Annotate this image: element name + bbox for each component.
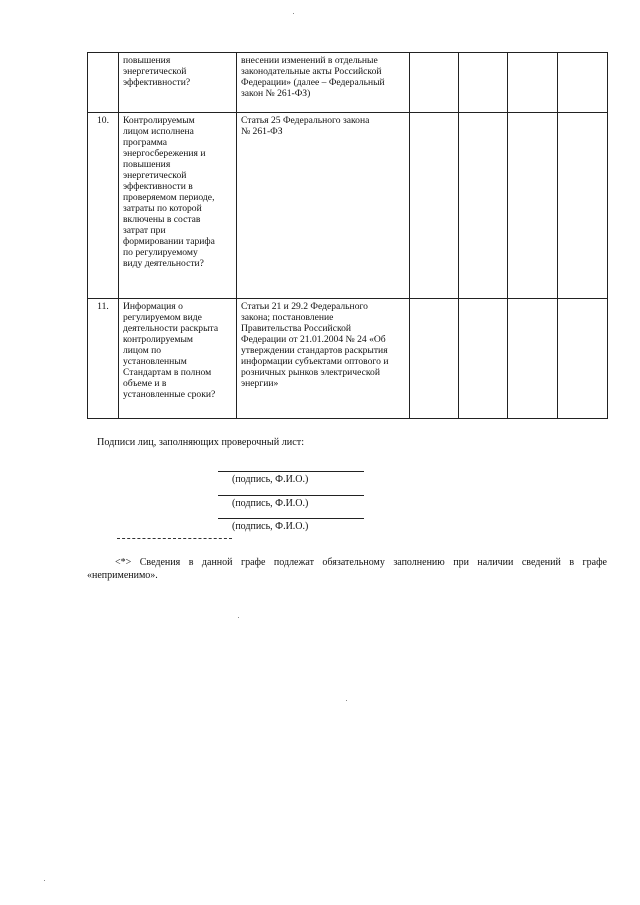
footnote: <*> Сведения в данной графе подлежат обязательному заполнению при наличии сведений в графе «неприменимо». bbox=[87, 557, 607, 581]
question-cell: Контролируемым лицом исполнена программа энергосбережения и повышения энергетической эффективности в проверяемом периоде, затраты по которой включены в состав затрат при формировании тарифа по регулируемому виду деятельности? bbox=[119, 113, 237, 299]
table-row bbox=[88, 53, 608, 113]
scan-speck bbox=[238, 617, 239, 618]
question-cell: повышения энергетической эффективности? bbox=[119, 53, 237, 113]
answer-cell-no[interactable] bbox=[459, 53, 508, 113]
row-number: 10. bbox=[88, 113, 119, 299]
signature-caption: (подпись, Ф.И.О.) bbox=[232, 474, 309, 485]
question-cell: Информация о регулируемом виде деятельности раскрыта контролируемым лицом по установленным Стандартам в полном объеме и в установленные сроки? bbox=[119, 299, 237, 419]
table-row bbox=[88, 113, 608, 299]
reference-cell: Статья 25 Федерального закона № 261-ФЗ bbox=[237, 113, 410, 299]
signature-line[interactable] bbox=[218, 471, 364, 472]
answer-cell-note[interactable] bbox=[558, 299, 608, 419]
answer-cell-note[interactable] bbox=[558, 53, 608, 113]
answer-cell-no[interactable] bbox=[459, 299, 508, 419]
signature-caption: (подпись, Ф.И.О.) bbox=[232, 521, 309, 532]
row-number bbox=[88, 53, 119, 113]
answer-cell-not-applicable[interactable] bbox=[508, 299, 558, 419]
answer-cell-yes[interactable] bbox=[410, 299, 459, 419]
checklist-table bbox=[87, 52, 608, 419]
scan-speck bbox=[293, 13, 294, 14]
answer-cell-not-applicable[interactable] bbox=[508, 53, 558, 113]
table-row bbox=[88, 299, 608, 419]
reference-cell: Статьи 21 и 29.2 Федерального закона; постановление Правительства Российской Федерации от 21.01.2004 № 24 «Об утверждении стандартов раскрытия информации субъектами оптового и розничных рынков электрической энергии» bbox=[237, 299, 410, 419]
signature-line[interactable] bbox=[218, 495, 364, 496]
reference-cell: внесении изменений в отдельные законодательные акты Российской Федерации» (далее – Федеральный закон № 261-ФЗ) bbox=[237, 53, 410, 113]
row-number: 11. bbox=[88, 299, 119, 419]
signatures-title: Подписи лиц, заполняющих проверочный лист: bbox=[97, 437, 305, 448]
answer-cell-not-applicable[interactable] bbox=[508, 113, 558, 299]
answer-cell-no[interactable] bbox=[459, 113, 508, 299]
signature-caption: (подпись, Ф.И.О.) bbox=[232, 498, 309, 509]
answer-cell-note[interactable] bbox=[558, 113, 608, 299]
answer-cell-yes[interactable] bbox=[410, 113, 459, 299]
scan-speck bbox=[346, 700, 347, 701]
footnote-separator bbox=[117, 538, 232, 539]
answer-cell-yes[interactable] bbox=[410, 53, 459, 113]
scan-speck bbox=[44, 880, 45, 881]
signature-line[interactable] bbox=[218, 518, 364, 519]
